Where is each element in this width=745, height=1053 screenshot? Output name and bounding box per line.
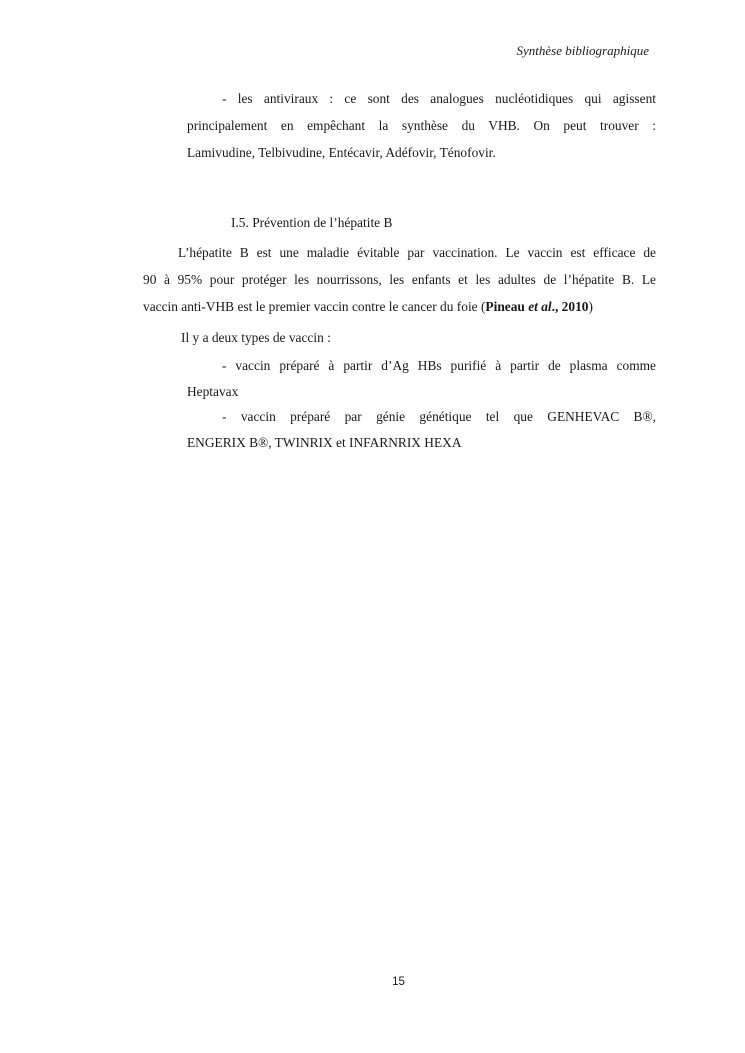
paragraph-1-line-1: L’hépatite B est une maladie évitable par vaccination. Le vaccin est efficace de xyxy=(178,245,656,260)
citation-close-paren: ) xyxy=(588,299,593,314)
vaccine-item-1-line-2: Heptavax xyxy=(187,384,239,399)
vaccine-item-2-line-2: ENGERIX B®, TWINRIX et INFARNRIX HEXA xyxy=(187,435,462,450)
vaccine-item-1-line-1: - vaccin préparé à partir d’Ag HBs purifié à partir de plasma comme xyxy=(222,358,656,373)
section-heading: I.5. Prévention de l’hépatite B xyxy=(231,215,393,230)
running-header: Synthèse bibliographique xyxy=(516,43,649,58)
page-number: 15 xyxy=(392,976,405,988)
citation-author: Pineau xyxy=(485,299,529,314)
antiviral-item-line-3: Lamivudine, Telbivudine, Entécavir, Adéfovir, Ténofovir. xyxy=(187,145,496,160)
antiviral-item-line-2: principalement en empêchant la synthèse du VHB. On peut trouver : xyxy=(187,118,656,133)
vaccine-types-intro: Il y a deux types de vaccin : xyxy=(181,330,331,345)
vaccine-item-2-line-1: - vaccin préparé par génie génétique tel que GENHEVAC B®, xyxy=(222,409,656,424)
paragraph-1-line-2: 90 à 95% pour protéger les nourrissons, les enfants et les adultes de l’hépatite B. Le xyxy=(143,272,656,287)
citation-et-al: et al xyxy=(528,299,552,314)
citation-year: ., 2010 xyxy=(551,299,589,314)
paragraph-1-line-3-text: vaccin anti-VHB est le premier vaccin contre le cancer du foie ( xyxy=(143,299,486,314)
paragraph-1-line-3 xyxy=(143,298,593,316)
antiviral-item-line-1: - les antiviraux : ce sont des analogues nucléotidiques qui agissent xyxy=(222,91,656,106)
